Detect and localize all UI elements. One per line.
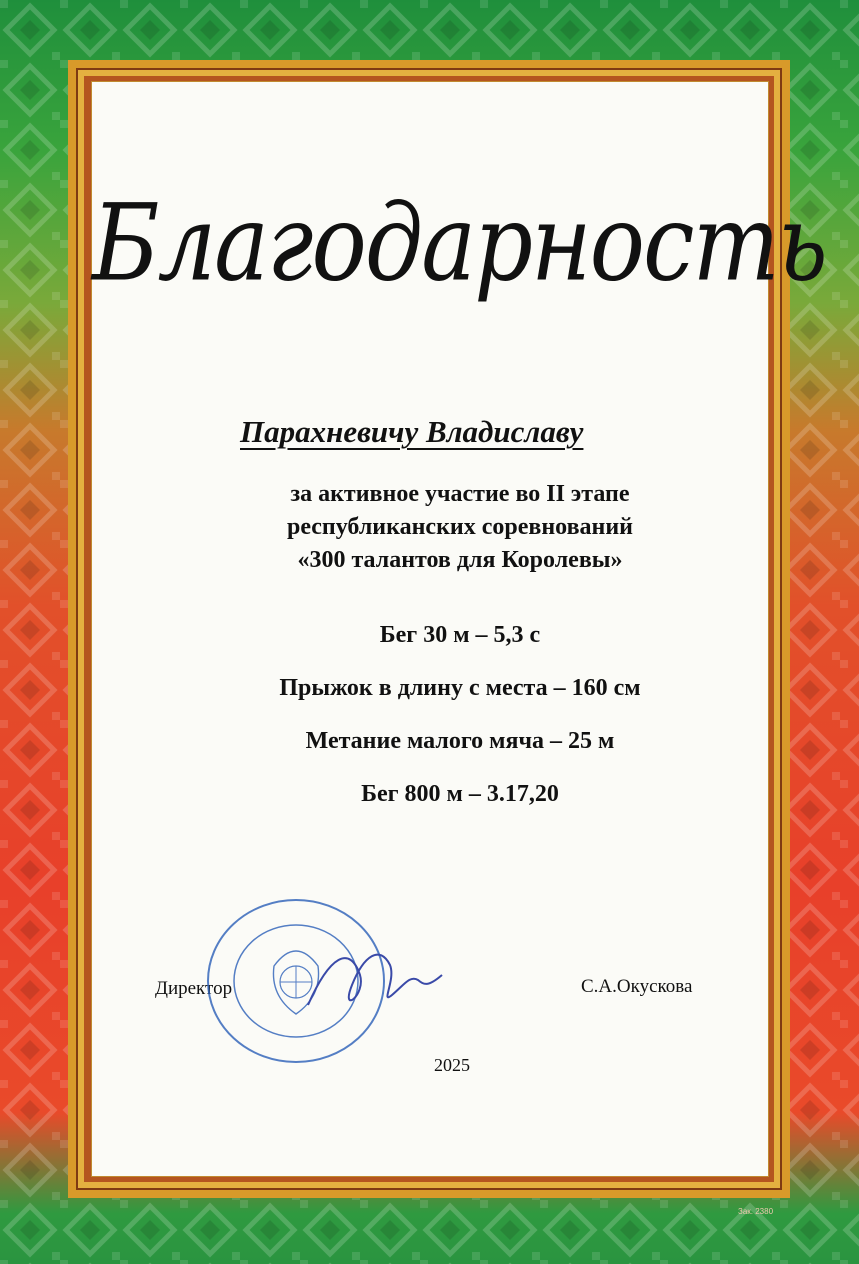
- reason-line: за активное участие во II этапе: [290, 481, 630, 507]
- result-item: Прыжок в длину с места – 160 см: [279, 675, 641, 701]
- result-item: Бег 30 м – 5,3 с: [379, 622, 541, 648]
- print-order-mark: Зак. 2380: [738, 1207, 774, 1216]
- signature: [300, 935, 450, 1025]
- reason-line: республиканских соревнований: [286, 514, 634, 540]
- director-label: Директор: [155, 978, 233, 999]
- certificate-title: Благодарность: [92, 181, 826, 306]
- signer-name: С.А.Окускова: [581, 976, 693, 997]
- year: 2025: [434, 1055, 470, 1075]
- award-reason: [170, 478, 750, 577]
- result-item: Метание малого мяча – 25 м: [305, 728, 615, 754]
- results-list: [160, 622, 760, 834]
- recipient-name: Парахневичу Владиславу: [240, 414, 584, 449]
- reason-line: «300 талантов для Королевы»: [297, 547, 623, 573]
- result-item: Бег 800 м – 3.17,20: [361, 781, 559, 807]
